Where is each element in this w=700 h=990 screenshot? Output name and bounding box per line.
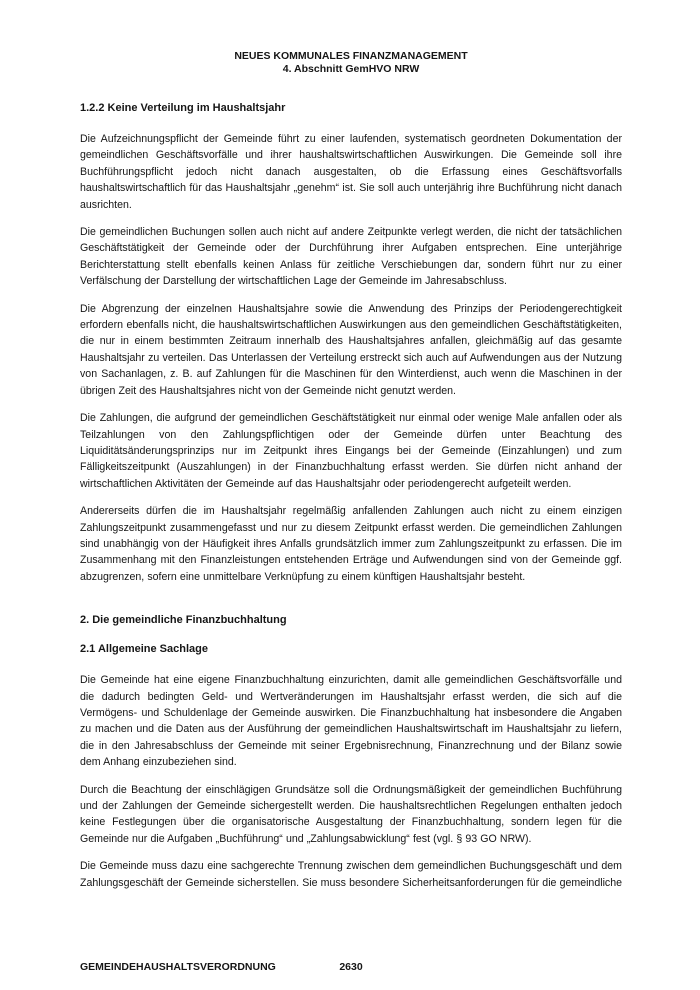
paragraph: Die Gemeinde hat eine eigene Finanzbuchhaltung einzurichten, damit alle gemeindlichen Geschäftsvorfälle und die dadurch bedingten Geld- und Wertveränderungen im Haushaltsjahr erfasst werden, die sich auf die Vermögens- und Schuldenlage der Gemeinde auswirken. Die Finanzbuchhaltung hat insbesondere die Angaben zu machen und die Daten aus der Ausführung der gemeindlichen Haushaltswirtschaft im Haushaltsjahr zu liefern, die in den Jahresabschluss der Gemeinde mit seiner Ergebnisrechnung, Finanzrechnung und der Bilanz sowie dem Anhang einzubeziehen sind. bbox=[80, 674, 622, 769]
section-heading-2: 2. Die gemeindliche Finanzbuchhaltung bbox=[80, 614, 287, 627]
footer-label: GEMEINDEHAUSHALTSVERORDNUNG bbox=[80, 961, 276, 973]
paragraph: Die Zahlungen, die aufgrund der gemeindlichen Geschäftstätigkeit nur einmal oder wenige Male anfallen oder als Teilzahlungen von den Zahlungspflichtigen oder der Gemeinde dürfen unter Beachtung des Liquiditätsänderungsprinzips nur im Zeitpunkt ihres Eingangs bei der Gemeinde (Einzahlungen) und zum Fälligkeitszeitpunkt (Auszahlungen) in der Finanzbuchhaltung erfasst werden. Sie dürfen nicht anhand der wirtschaftlichen Aktivitäten der Gemeinde auf das Haushaltsjahr oder periodengerecht aufgeteilt werden. bbox=[80, 412, 622, 490]
document-content bbox=[80, 50, 622, 902]
page-number: 2630 bbox=[339, 961, 363, 973]
header-title: NEUES KOMMUNALES FINANZMANAGEMENT bbox=[234, 50, 468, 62]
document-header bbox=[80, 50, 622, 76]
header-subtitle: 4. Abschnitt GemHVO NRW bbox=[282, 63, 420, 75]
paragraph: Die gemeindlichen Buchungen sollen auch nicht auf andere Zeitpunkte verlegt werden, die nicht der tatsächlichen Geschäftstätigkeit der Gemeinde oder der Durchführung ihrer Aufgaben entsprechen. Eine unterjährige Berichterstattung stellt ebenfalls keinen Anlass für zeitliche Verschiebungen dar, sondern führt nur zu einer Verfälschung der Darstellung der wirtschaftlichen Lage der Gemeinde im Jahresabschluss. bbox=[80, 226, 622, 288]
paragraph: Die Gemeinde muss dazu eine sachgerechte Trennung zwischen dem gemeindlichen Buchungsgeschäft und dem Zahlungsgeschäft der Gemeinde sicherstellen. Sie muss besondere Sicherheitsanforderungen für die gemeindliche bbox=[80, 860, 623, 889]
section-heading-1-2-2: 1.2.2 Keine Verteilung im Haushaltsjahr bbox=[80, 102, 286, 114]
paragraph: Durch die Beachtung der einschlägigen Grundsätze soll die Ordnungsmäßigkeit der gemeindlichen Buchführung und der Zahlungen der Gemeinde sichergestellt werden. Die haushaltsrechtlichen Regelungen enthalten jedoch keine Festlegungen über die organisatorische Ausgestaltung der Finanzbuchhaltung, sondern legen für die Gemeinde nur die Aufgaben „Buchführung“ und „Zahlungsabwicklung“ fest (vgl. § 93 GO NRW). bbox=[80, 783, 622, 845]
paragraph: Andererseits dürfen die im Haushaltsjahr regelmäßig anfallenden Zahlungen auch nicht zu einem einzigen Zahlungszeitpunkt zusammengefasst und nur zu diesem Zeitpunkt erfasst werden. Die gemeindlichen Zahlungen sind unabhängig von der Häufigkeit ihres Anfalls grundsätzlich immer zum Zahlungszeitpunkt zu erfassen. Die im Zusammenhang mit den Finanzleistungen entstehenden Erträge und Aufwendungen sind von der Gemeinde ggf. abzugrenzen, sofern eine unmittelbare Verknüpfung zu einem künftigen Haushaltsjahr besteht. bbox=[80, 505, 622, 583]
paragraph: Die Aufzeichnungspflicht der Gemeinde führt zu einer laufenden, systematisch geordneten Dokumentation der gemeindlichen Geschäftsvorfälle und ihrer haushaltswirtschaftlichen Auswirkungen. Die Gemeinde soll ihre Buchführungspflicht jedoch nicht danach ausgestalten, ob die Erfassung eines Geschäftsvorfalls haushaltswirtschaftlich für das Haushaltsjahr „genehm“ ist. Sie soll auch unterjährig ihre Buchführung nicht danach ausrichten. bbox=[80, 133, 622, 211]
section-heading-2-1: 2.1 Allgemeine Sachlage bbox=[80, 643, 208, 656]
document-footer bbox=[80, 961, 622, 973]
paragraph: Die Abgrenzung der einzelnen Haushaltsjahre sowie die Anwendung des Prinzips der Periodengerechtigkeit erfordern ebenfalls nicht, die haushaltswirtschaftlichen Auswirkungen aus den gemeindlichen Geschäftstätigkeiten, die nur in einem bestimmten Zeitraum innerhalb des Haushaltsjahres anfallen, gleichmäßig auf das gesamte Haushaltsjahr zu verteilen. Das Unterlassen der Verteilung erstreckt sich auch auf Aufwendungen aus der Nutzung von Sachanlagen, z. B. auf Zahlungen für die Maschinen für den Winterdienst, auch wenn die Maschinen in der übrigen Zeit des Haushaltsjahres nicht von der Gemeinde nicht genutzt werden. bbox=[80, 302, 622, 397]
